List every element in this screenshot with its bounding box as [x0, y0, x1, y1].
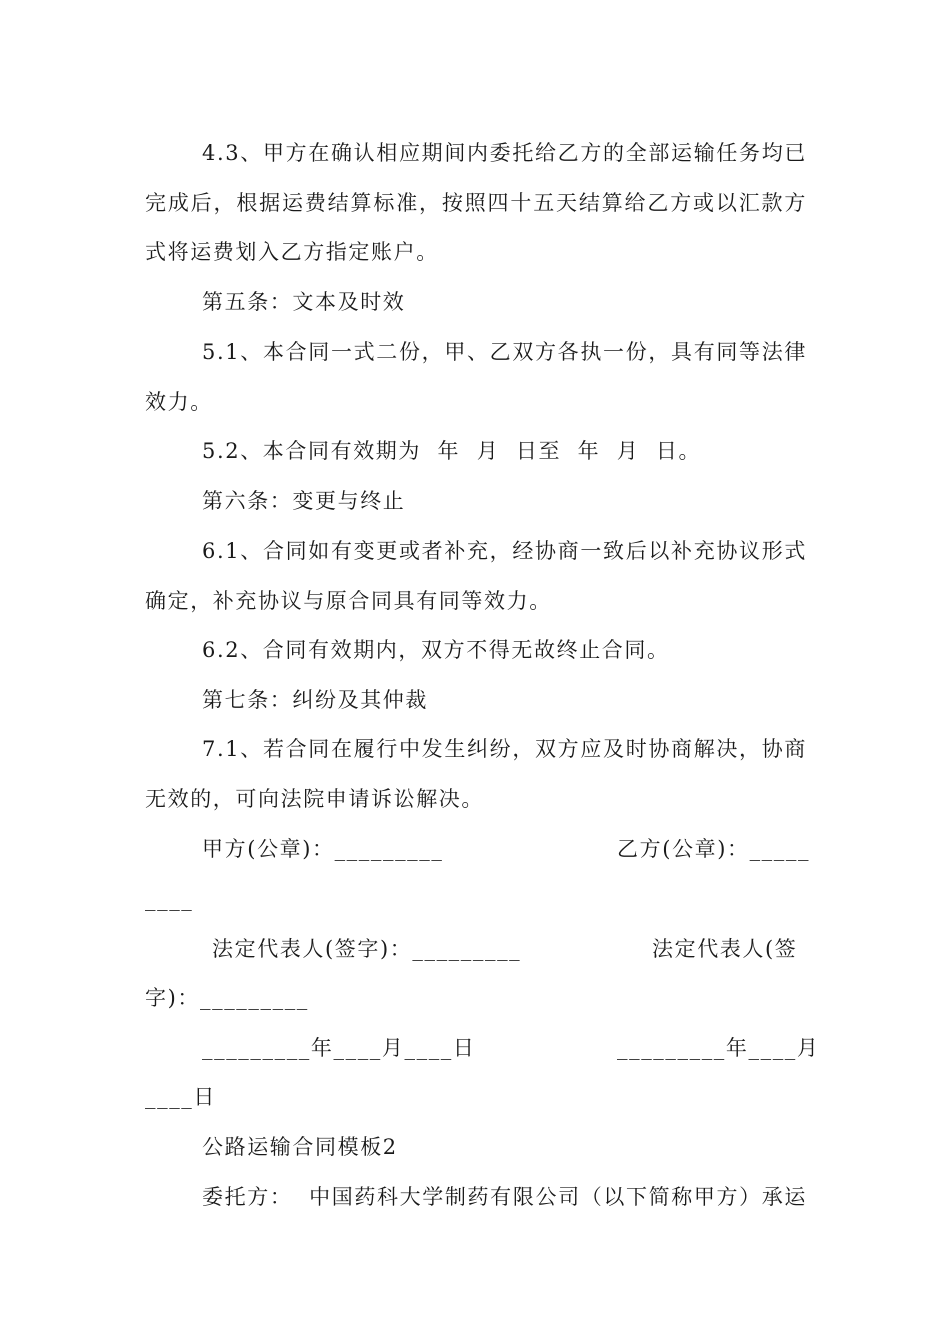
article-5-heading: 第五条：文本及时效: [202, 290, 406, 314]
section-title: 公路运输合同模板2: [202, 1135, 398, 1159]
clause-4-3-line-3: 式将运费划入乙方指定账户。: [145, 240, 439, 264]
article-6-heading: 第六条：变更与终止: [202, 489, 406, 513]
party-b-seal-continued: ____: [145, 887, 194, 911]
party-b-representative-continued: 字)：_________: [145, 986, 309, 1010]
party-b-date-continued: ____日: [145, 1085, 216, 1109]
party-b-date: _________年____月: [617, 1036, 820, 1060]
clause-4-3-line-1: 4.3、甲方在确认相应期间内委托给乙方的全部运输任务均已: [202, 141, 807, 165]
clause-6-2: 6.2、合同有效期内，双方不得无故终止合同。: [202, 638, 670, 662]
clause-6-1-line-2: 确定，补充协议与原合同具有同等效力。: [145, 589, 552, 613]
party-a-seal: 甲方(公章)：_________: [202, 837, 444, 861]
party-a-representative: 法定代表人(签字)：_________: [212, 937, 522, 961]
clause-5-2: 5.2、本合同有效期为 年 月 日至 年 月 日。: [202, 439, 702, 463]
client-line: 委托方： 中国药科大学制药有限公司（以下简称甲方）承运: [202, 1185, 807, 1209]
clause-6-1-line-1: 6.1、合同如有变更或者补充，经协商一致后以补充协议形式: [202, 539, 807, 563]
article-7-heading: 第七条：纠纷及其仲裁: [202, 688, 428, 712]
clause-5-1-line-2: 效力。: [145, 390, 213, 414]
clause-4-3-line-2: 完成后，根据运费结算标准，按照四十五天结算给乙方或以汇款方: [145, 191, 807, 215]
clause-7-1-line-1: 7.1、若合同在履行中发生纠纷，双方应及时协商解决，协商: [202, 737, 807, 761]
party-b-seal: 乙方(公章)：_____: [617, 837, 811, 861]
clause-7-1-line-2: 无效的，可向法院申请诉讼解决。: [145, 787, 484, 811]
party-a-date: _________年____月____日: [202, 1036, 476, 1060]
clause-5-1-line-1: 5.1、本合同一式二份，甲、乙双方各执一份，具有同等法律: [202, 340, 807, 364]
party-b-representative: 法定代表人(签: [652, 937, 798, 961]
